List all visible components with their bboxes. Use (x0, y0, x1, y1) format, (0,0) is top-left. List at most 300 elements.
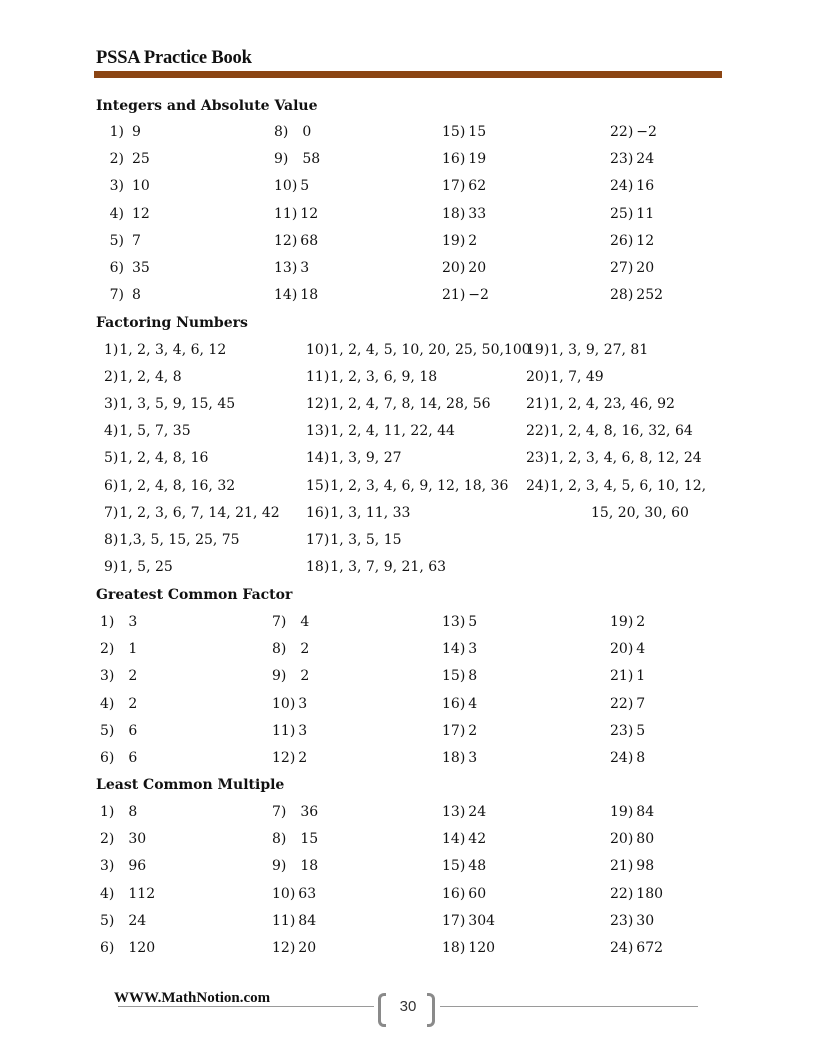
answer-item (100, 940, 155, 957)
answer-number: 7) (109, 287, 124, 304)
answer-item (272, 723, 307, 740)
answer-value: 15 (300, 831, 319, 848)
answer-item (610, 178, 654, 195)
answer-value: 24 (468, 804, 487, 820)
answer-value: 63 (298, 885, 317, 902)
answer-item (442, 696, 477, 713)
answer-number: 7) (272, 804, 287, 820)
answer-number: 21) (610, 668, 634, 685)
answer-value: 2 (636, 614, 646, 630)
answer-number: 6) (100, 750, 115, 766)
answer-number: 13) (306, 423, 330, 440)
answer-number: 3) (109, 178, 124, 195)
answer-value: 6 (128, 722, 138, 739)
answer-number: 9) (272, 668, 287, 685)
answer-value: 20 (636, 260, 655, 276)
answer-item (610, 641, 645, 658)
answer-number: 8) (272, 641, 287, 658)
answer-number: 9) (272, 858, 287, 875)
answer-item (272, 614, 309, 631)
answer-item (610, 233, 654, 250)
answer-value: 12 (132, 205, 150, 222)
answer-item (442, 940, 495, 957)
answer-value: 1 (636, 668, 646, 685)
answer-value: 1, 2, 3, 4, 5, 6, 10, 12, (550, 477, 707, 494)
answer-item (610, 151, 654, 168)
answer-value: 16 (636, 178, 655, 195)
answer-value: 30 (128, 831, 147, 848)
answer-value: 68 (300, 232, 319, 249)
answer-value: 2 (300, 641, 310, 658)
answer-item (442, 233, 477, 250)
answer-value: 62 (468, 178, 487, 195)
answer-number: 10) (306, 342, 330, 358)
answer-value: 4 (636, 641, 646, 658)
answer-item (442, 858, 486, 875)
answer-item (442, 641, 477, 658)
answer-item (610, 696, 645, 713)
answer-number: 10) (272, 695, 296, 712)
answer-value: 96 (128, 858, 147, 875)
answer-item (274, 206, 318, 223)
answer-item (100, 668, 137, 685)
answer-item (274, 287, 318, 304)
answer-value: 8 (468, 668, 478, 685)
answer-item (272, 858, 318, 875)
answer-value: −2 (468, 287, 489, 304)
answer-value: 3 (298, 722, 308, 739)
answer-number: 20) (442, 260, 466, 276)
answer-item (100, 750, 137, 767)
answer-number: 19) (610, 804, 634, 820)
answer-number: 7) (272, 614, 287, 630)
answer-item (100, 696, 137, 713)
answer-value: 35 (132, 260, 150, 276)
answer-value: 1, 2, 3, 4, 6, 8, 12, 24 (550, 450, 702, 467)
answer-item (306, 559, 446, 576)
answer-item (442, 206, 486, 223)
answer-item (610, 750, 645, 767)
answer-value: 8 (128, 804, 138, 820)
answer-item (442, 178, 486, 195)
answer-value: 48 (468, 858, 487, 875)
answer-value: 1, 2, 4, 5, 10, 20, 25, 50,100 (330, 342, 531, 358)
answer-number: 4) (104, 423, 119, 440)
answer-item (526, 423, 693, 440)
answer-item (100, 178, 150, 195)
answer-number: 24) (526, 477, 550, 494)
answer-value: 12 (300, 205, 319, 222)
answer-value: 4 (300, 614, 310, 630)
answer-number: 8) (104, 531, 119, 548)
answer-value: 2 (128, 695, 138, 712)
answer-item (104, 450, 208, 467)
answer-item (104, 342, 226, 359)
page-bracket-left (378, 993, 386, 1027)
answer-item (100, 124, 141, 141)
answer-value: 33 (468, 205, 487, 222)
answer-item (100, 886, 155, 903)
answer-value: 112 (128, 885, 156, 902)
answer-item (442, 804, 486, 821)
answer-value: 12 (636, 232, 655, 249)
answer-item (100, 233, 141, 250)
answer-item (272, 668, 309, 685)
answer-number: 17) (306, 531, 330, 548)
answer-value: 120 (128, 940, 156, 956)
answer-number: 14) (306, 450, 330, 467)
answer-item (610, 668, 645, 685)
answer-item (610, 858, 654, 875)
answer-number: 2) (100, 831, 115, 848)
answer-number: 1) (100, 804, 115, 820)
answer-number: 22) (526, 423, 550, 440)
answer-number: 18) (442, 205, 466, 222)
answer-value: 84 (636, 804, 655, 820)
answer-value: 20 (468, 260, 487, 276)
answer-number: 8) (272, 831, 287, 848)
answer-value: 1 (128, 641, 138, 658)
answer-value: 1, 2, 4, 11, 22, 44 (330, 423, 455, 440)
answer-item (442, 287, 489, 304)
answer-number: 19) (442, 232, 466, 249)
answer-number: 22) (610, 885, 634, 902)
answer-number: 5) (104, 450, 119, 467)
answer-number: 9) (274, 151, 289, 168)
answer-number: 5) (100, 912, 115, 929)
answer-item (442, 668, 477, 685)
footer-rule-right (440, 1006, 698, 1007)
answer-item (591, 505, 689, 522)
answer-value: 3 (468, 641, 478, 658)
answer-item (526, 369, 604, 386)
answer-number: 23) (610, 151, 634, 168)
footer-rule-left (118, 1006, 374, 1007)
answer-item (610, 940, 663, 957)
answer-value: 4 (468, 695, 478, 712)
answer-number: 5) (100, 722, 115, 739)
answer-item (442, 614, 477, 631)
answer-item (104, 369, 182, 386)
answer-item (272, 913, 316, 930)
answer-value: 1, 2, 4, 8, 16, 32 (119, 477, 236, 494)
answer-item (100, 260, 150, 277)
answer-number: 23) (610, 722, 634, 739)
answer-value: 1, 2, 3, 6, 9, 18 (330, 369, 438, 386)
answer-number: 20) (610, 641, 634, 658)
answer-number: 18) (442, 750, 466, 766)
answer-value: 7 (132, 232, 141, 249)
title-rule (94, 71, 722, 78)
answer-number: 17) (442, 912, 466, 929)
answer-number: 12) (272, 750, 296, 766)
answer-number: 7) (104, 504, 119, 521)
answer-value: 24 (128, 912, 147, 929)
answer-number: 18) (442, 940, 466, 956)
answer-number: 11) (274, 205, 298, 222)
answer-value: 1, 2, 4, 8 (119, 369, 182, 386)
answer-item (306, 423, 455, 440)
answer-number: 13) (442, 614, 466, 630)
answer-value: 120 (468, 940, 496, 956)
answer-value: 10 (132, 178, 150, 195)
answer-value: 5 (636, 722, 646, 739)
answer-value: 3 (300, 260, 310, 276)
answer-item (610, 260, 654, 277)
answer-number: 22) (610, 124, 634, 140)
answer-number: 4) (109, 205, 124, 222)
answer-item (104, 423, 191, 440)
answer-number: 12) (306, 396, 330, 413)
answer-value: 3 (128, 614, 138, 630)
section-heading: Least Common Multiple (96, 777, 285, 793)
answer-value: 1, 3, 9, 27, 81 (550, 342, 649, 358)
answer-number: 9) (104, 558, 119, 575)
answer-number: 20) (526, 369, 550, 386)
answer-value: 15, 20, 30, 60 (591, 504, 689, 521)
answer-number: 17) (442, 178, 466, 195)
answer-number: 16) (442, 151, 466, 168)
answer-item (526, 342, 648, 359)
answer-value: 1, 3, 5, 9, 15, 45 (119, 396, 236, 413)
answer-item (274, 151, 320, 168)
answer-value: 58 (302, 151, 321, 168)
answer-item (442, 723, 477, 740)
answer-value: 252 (636, 287, 664, 304)
answer-item (306, 396, 491, 413)
answer-number: 16) (442, 885, 466, 902)
answer-value: 1, 2, 4, 7, 8, 14, 28, 56 (330, 396, 491, 413)
answer-item (306, 342, 531, 359)
answer-value: 30 (636, 912, 655, 929)
answer-item (442, 886, 486, 903)
answer-value: 36 (300, 804, 319, 820)
answer-item (442, 750, 477, 767)
answer-item (272, 696, 307, 713)
section-heading: Integers and Absolute Value (96, 98, 318, 114)
answer-number: 2) (100, 641, 115, 658)
answer-item (272, 886, 316, 903)
answer-number: 25) (610, 205, 634, 222)
answer-number: 27) (610, 260, 634, 276)
answer-value: 1, 3, 9, 27 (330, 450, 402, 467)
answer-value: 1, 3, 7, 9, 21, 63 (330, 558, 447, 575)
answer-value: 1, 2, 4, 23, 46, 92 (550, 396, 675, 413)
answer-number: 21) (442, 287, 466, 304)
answer-item (526, 450, 702, 467)
answer-number: 4) (100, 885, 115, 902)
answer-item (100, 151, 150, 168)
answer-value: 3 (298, 695, 308, 712)
answer-value: 80 (636, 831, 655, 848)
answer-number: 6) (100, 940, 115, 956)
answer-value: 18 (300, 858, 319, 875)
answer-number: 10) (272, 885, 296, 902)
answer-item (272, 831, 318, 848)
answer-item (306, 369, 437, 386)
answer-number: 6) (104, 477, 119, 494)
answer-number: 21) (610, 858, 634, 875)
answer-value: 2 (468, 722, 478, 739)
answer-number: 15) (442, 124, 466, 140)
section-heading: Greatest Common Factor (96, 587, 293, 603)
answer-value: 304 (468, 912, 496, 929)
answer-value: 2 (300, 668, 310, 685)
answer-number: 1) (104, 342, 119, 358)
answer-number: 22) (610, 695, 634, 712)
answer-item (272, 804, 318, 821)
answer-number: 11) (306, 369, 330, 386)
answer-number: 2) (109, 151, 124, 168)
answer-number: 11) (272, 722, 296, 739)
answer-value: 180 (636, 885, 664, 902)
answer-value: 3 (468, 750, 478, 766)
answer-number: 3) (100, 668, 115, 685)
answer-value: 1, 7, 49 (550, 369, 604, 386)
answer-number: 13) (274, 260, 298, 276)
answer-number: 19) (610, 614, 634, 630)
answer-number: 21) (526, 396, 550, 413)
answer-value: 25 (132, 151, 150, 168)
answer-number: 15) (442, 668, 466, 685)
answer-item (274, 124, 311, 141)
answer-number: 14) (442, 831, 466, 848)
answer-number: 13) (442, 804, 466, 820)
answer-number: 1) (100, 614, 115, 630)
answer-number: 5) (109, 232, 124, 249)
footer-website: WWW.MathNotion.com (114, 990, 271, 1006)
answer-item (100, 804, 137, 821)
answer-item (610, 831, 654, 848)
answer-value: 98 (636, 858, 655, 875)
answer-number: 1) (109, 124, 124, 140)
answer-number: 18) (306, 558, 330, 575)
answer-item (610, 913, 654, 930)
answer-number: 10) (274, 178, 298, 195)
answer-value: 1,3, 5, 15, 25, 75 (119, 531, 240, 548)
answer-value: 6 (128, 750, 138, 766)
answer-item (274, 260, 309, 277)
answer-value: 1, 3, 5, 15 (330, 531, 402, 548)
answer-item (274, 178, 309, 195)
answer-value: 2 (128, 668, 138, 685)
answer-item (610, 614, 645, 631)
answer-number: 8) (274, 124, 289, 140)
answer-number: 24) (610, 940, 634, 956)
answer-item (100, 723, 137, 740)
answer-item (100, 614, 137, 631)
answer-number: 23) (526, 450, 550, 467)
answer-number: 2) (104, 369, 119, 386)
answer-item (526, 396, 675, 413)
answer-value: 1, 2, 3, 6, 7, 14, 21, 42 (119, 504, 280, 521)
book-title: PSSA Practice Book (96, 48, 252, 68)
answer-item (610, 804, 654, 821)
answer-value: 1, 2, 3, 4, 6, 9, 12, 18, 36 (330, 477, 509, 494)
answer-number: 16) (442, 695, 466, 712)
answer-item (610, 886, 663, 903)
answer-number: 24) (610, 750, 634, 766)
answer-item (610, 723, 645, 740)
answer-item (610, 206, 654, 223)
answer-item (104, 396, 235, 413)
answer-value: 24 (636, 151, 655, 168)
answer-value: 7 (636, 695, 646, 712)
answer-number: 26) (610, 232, 634, 249)
answer-value: 60 (468, 885, 487, 902)
answer-value: 5 (300, 178, 310, 195)
page-number: 30 (399, 998, 417, 1015)
answer-item (610, 287, 663, 304)
answer-number: 12) (274, 232, 298, 249)
answer-item (100, 641, 137, 658)
answer-value: 2 (298, 750, 308, 766)
answer-value: 8 (132, 287, 141, 304)
answer-item (442, 151, 486, 168)
answer-number: 19) (526, 342, 550, 358)
section-heading: Factoring Numbers (96, 315, 248, 331)
answer-item (442, 124, 486, 141)
answer-item (100, 206, 150, 223)
answer-value: 9 (132, 124, 141, 140)
answer-number: 14) (442, 641, 466, 658)
answer-value: 1, 2, 4, 8, 16, 32, 64 (550, 423, 693, 440)
answer-item (100, 858, 146, 875)
answer-value: 1, 3, 11, 33 (330, 504, 411, 521)
answer-number: 15) (306, 477, 330, 494)
answer-number: 3) (104, 396, 119, 413)
answer-value: 84 (298, 912, 317, 929)
answer-value: 11 (636, 205, 655, 222)
answer-item (306, 505, 410, 522)
answer-number: 12) (272, 940, 296, 956)
answer-value: 8 (636, 750, 646, 766)
answer-number: 11) (272, 912, 296, 929)
answer-value: 672 (636, 940, 664, 956)
answer-value: 1, 2, 4, 8, 16 (119, 450, 209, 467)
answer-value: −2 (636, 124, 657, 140)
answer-item (442, 831, 486, 848)
answer-number: 4) (100, 695, 115, 712)
answer-item (100, 287, 141, 304)
answer-item (306, 478, 508, 495)
answer-number: 15) (442, 858, 466, 875)
answer-number: 6) (109, 260, 124, 276)
answer-item (442, 913, 495, 930)
answer-value: 42 (468, 831, 487, 848)
answer-item (104, 478, 235, 495)
answer-value: 18 (300, 287, 319, 304)
answer-item (306, 450, 402, 467)
answer-number: 24) (610, 178, 634, 195)
answer-value: 0 (302, 124, 312, 140)
answer-number: 20) (610, 831, 634, 848)
answer-number: 23) (610, 912, 634, 929)
answer-item (104, 532, 240, 549)
answer-value: 2 (468, 232, 478, 249)
answer-item (610, 124, 657, 141)
answer-value: 1, 5, 7, 35 (119, 423, 191, 440)
answer-item (274, 233, 318, 250)
answer-value: 20 (298, 940, 317, 956)
answer-item (272, 641, 309, 658)
answer-number: 17) (442, 722, 466, 739)
answer-item (526, 478, 706, 495)
answer-value: 1, 5, 25 (119, 558, 173, 575)
answer-item (272, 750, 307, 767)
answer-number: 3) (100, 858, 115, 875)
answer-value: 5 (468, 614, 478, 630)
